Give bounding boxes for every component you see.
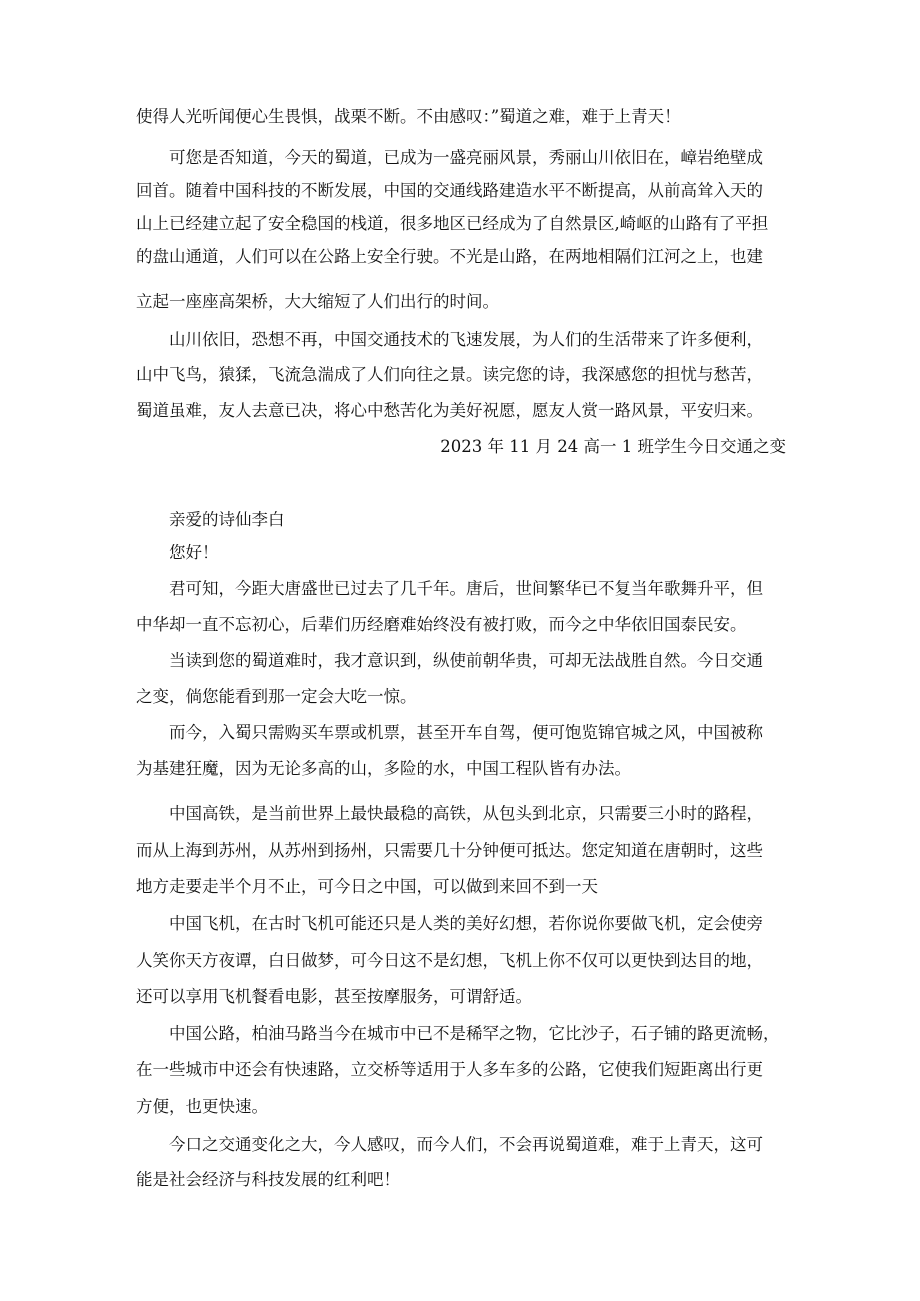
letter1-line-6: 立起一座座高架桥，大大缩短了人们出行的时间。 (136, 292, 499, 311)
letter2-line-16: 今口之交通变化之大，今人感叹，而今人们，不会再说蜀道难，难于上青天，这可 (169, 1135, 763, 1154)
letter1-signature: 2023 年 11 月 24 高一 1 班学生今日交通之变 (440, 437, 786, 456)
letter1-line-8: 山中飞鸟，猿猱，飞流急湍成了人们向往之景。读完您的诗，我深感您的担忧与愁苦， (136, 365, 763, 384)
letter2-line-11: 人笑你天方夜谭，白日做梦，可今日这不是幻想，飞机上你不仅可以更快到达目的地， (136, 951, 763, 970)
letter1-line-9: 蜀道虽难，友人去意已决，将心中愁苦化为美好祝愿，愿友人赏一路风景，平安归来。 (136, 401, 763, 420)
letter1-line-4: 山上已经建立起了安全稳国的栈道，很多地区已经成为了自然景区,崎岖的山路有了平担 (136, 214, 769, 233)
letter2-line-17: 能是社会经济与科技发展的红利吧！ (136, 1170, 400, 1189)
letter1-line-7: 山川依旧，恐想不再，中国交通技术的飞速发展，为人们的生活带来了许多便利， (169, 330, 763, 349)
letter2-line-6: 为基建狂魔，因为无论多高的山，多险的水，中国工程队皆有办法。 (136, 759, 631, 778)
letter1-line-5: 的盘山通道，人们可以在公路上安全行驶。不光是山路，在两地相隔们江河之上，也建 (136, 247, 763, 266)
letter2-line-9: 地方走要走半个月不止，可今日之中国，可以做到来回不到一天 (136, 877, 598, 896)
letter1-line-2: 可您是否知道，今天的蜀道，已成为一盛亮丽风景，秀丽山川依旧在，嶂岩绝壁成 (169, 148, 763, 167)
letter2-line-13: 中国公路，柏油马路当今在城市中已不是稀罕之物，它比沙子，石子铺的路更流畅， (169, 1024, 780, 1043)
letter2-line-15: 方便，也更快速。 (136, 1097, 268, 1116)
letter2-line-5: 而今，入蜀只需购买车票或机票，甚至开车自驾，便可饱览锦官城之风，中国被称 (169, 723, 763, 742)
letter1-line-3: 回首。随着中国科技的不断发展，中国的交通线路建造水平不断提高，从前高耸入天的 (136, 181, 763, 200)
letter2-salutation: 亲爱的诗仙李白 (169, 510, 285, 529)
letter2-line-1: 君可知，今距大唐盛世已过去了几千年。唐后，世间繁华已不复当年歌舞升平，但 (169, 579, 763, 598)
letter2-line-14: 在一些城市中还会有快速路，立交桥等适用于人多车多的公路，它使我们短距离出行更 (136, 1060, 763, 1079)
letter2-line-12: 还可以享用飞机餐看电影，甚至按摩服务，可谓舒适。 (136, 987, 532, 1006)
letter2-line-10: 中国飞机，在古时飞机可能还只是人类的美好幻想，若你说你要做飞机，定会使旁 (169, 914, 763, 933)
letter2-line-2: 中华却一直不忘初心，后辈们历经磨难始终没有被打败，而今之中华依旧国泰民安。 (136, 615, 747, 634)
letter2-line-7: 中国高铁，是当前世界上最快最稳的高铁，从包头到北京，只需要三小时的路程， (169, 804, 763, 823)
letter2-line-3: 当读到您的蜀道难时，我才意识到，纵使前朝华贵，可却无法战胜自然。今日交通 (169, 651, 763, 670)
letter1-line-1: 使得人光听闻便心生畏惧，战栗不断。不由感叹：”蜀道之难，难于上青天！ (136, 107, 681, 126)
letter2-greeting: 您好！ (169, 543, 219, 562)
letter2-line-8: 而从上海到苏州，从苏州到扬州，只需要几十分钟便可抵达。您定知道在唐朝时，这些 (136, 841, 763, 860)
letter2-line-4: 之变，倘您能看到那一定会大吃一惊。 (136, 687, 417, 706)
